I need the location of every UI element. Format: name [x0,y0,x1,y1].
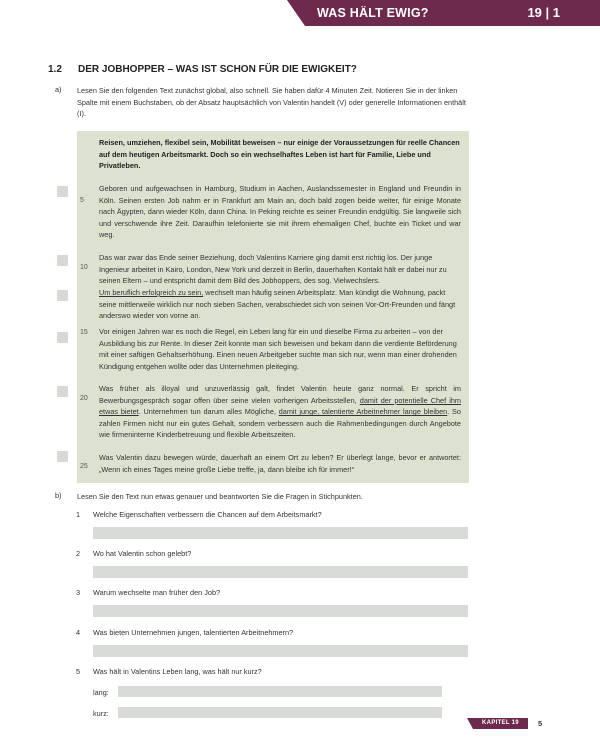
line-number: 20 [80,395,88,402]
long-label: lang: [93,688,109,697]
question-number: 1 [76,510,81,519]
question-number: 5 [76,667,81,676]
header-title: WAS HÄLT EWIG? [317,6,429,20]
text-p3-rest: wechselt man häufig seinen Arbeitsplatz. Man kündigt die Wohnung, packt seine mittlerweile wirklich nur noch sieben Sachen, verabschiedet sich von seinen Vor-Ort-Freunden und fängt anderswo wieder von vorne an. [99,288,456,321]
line-number: 15 [80,329,88,336]
answer-field[interactable] [93,645,468,657]
section-number: 1.2 [48,64,62,75]
answer-field[interactable] [93,566,468,578]
answer-field[interactable] [93,605,468,617]
paragraph-answer-box[interactable] [57,255,68,266]
text-paragraph-5 [99,383,461,441]
task-a-letter: a) [55,85,62,94]
section-title: DER JOBHOPPER – WAS IST SCHON FÜR DIE EWIGKEIT? [78,64,357,75]
task-b-instruction: Lesen Sie den Text nun etwas genauer und beantworten Sie die Fragen in Stichpunkten. [77,492,363,501]
question-text: Wo hat Valentin schon gelebt? [93,549,192,558]
paragraph-answer-box[interactable] [57,386,68,397]
task-b-letter: b) [55,491,62,500]
section-heading [48,64,357,75]
question-text: Warum wechselte man früher den Job? [93,588,221,597]
text-paragraph-6: Was Valentin dazu bewegen würde, dauerhaft an einem Ort zu leben? Er überlegt lange, bevor er antwortet: „Wenn ich eines Tages meine große Liebe treffe, ja, dann bleibe ich für immer!“ [99,453,461,474]
text-intro: Reisen, umziehen, flexibel sein, Mobilität beweisen – nur einige der Voraussetzungen für reelle Chancen auf dem heutigen Arbeitsmarkt. Doch so ein wechselhaftes Leben ist hart für Familie, Liebe und Privatleben. [99,138,460,171]
paragraph-answer-box[interactable] [57,451,68,462]
paragraph-answer-box[interactable] [57,290,68,301]
question-text: Was bieten Unternehmen jungen, talentierten Arbeitnehmern? [93,628,294,637]
question-number: 2 [76,549,81,558]
text-p5-underlined-2: damit junge, talentierte Arbeitnehmer lange bleiben [278,407,448,417]
text-paragraph-3 [99,287,461,322]
line-number: 25 [80,463,88,470]
answer-field[interactable] [93,527,468,539]
text-p5-part-a: Was früher als illoyal und unzuverlässig galt, findet Valentin heute ganz normal. Er spricht im Bewerbungsgespräch sogar offen über seine vielen vorherigen Arbeitsstellen, [99,384,461,405]
question-number: 3 [76,588,81,597]
header-banner [305,0,600,26]
chapter-tag: KAPITEL 19 [473,718,528,729]
task-a-instruction: Lesen Sie den folgenden Text zunächst global, also schnell. Sie haben dafür 4 Minuten Zeit. Notieren Sie in der linken Spalte mit einem Buchstaben, ob der Absatz hauptsächlich von Valentin handelt (V) oder generelle Informationen enthält (I). [77,86,466,118]
question-text: Was hält in Valentins Leben lang, was hält nur kurz? [93,667,262,676]
paragraph-answer-box[interactable] [57,332,68,343]
text-p5-part-c: . So zahlen Firmen nicht nur ein gutes Gehalt, sondern verbessern auch die Rahmenbedingungen durch Angebote wie firmeninterne Kinderbetreuung und flexible Arbeitszeiten. [99,407,461,440]
short-label: kurz: [93,709,109,718]
page-number: 5 [538,719,543,728]
question-number: 4 [76,628,81,637]
short-answer-field[interactable] [118,707,442,718]
line-number: 10 [80,264,88,271]
paragraph-answer-box[interactable] [57,186,68,197]
text-p3-underlined: Um beruflich erfolgreich zu sein, [99,288,204,297]
text-p5-part-b: . Unternehmen tun darum alles Mögliche, [138,407,279,417]
header-page-label: 19 | 1 [527,5,560,20]
long-answer-field[interactable] [118,686,442,697]
question-text: Welche Eigenschaften verbessern die Chancen auf dem Arbeitsmarkt? [93,510,322,519]
text-paragraph-2: Das war zwar das Ende seiner Beziehung, doch Valentins Karriere ging damit erst richtig los. Der junge Ingenieur arbeitet in Kairo, London, New York und derzeit in Berlin, dauerhaften Kontakt hält er dabei nur zu seinen Eltern – und entspricht damit dem Bild des Jobhoppers, des sog. Vielwechslers. [99,253,447,286]
line-number: 5 [80,197,84,204]
text-p5-underlined-1: damit der potentielle Chef ihm etwas bietet [99,395,461,417]
text-paragraph-4: Vor einigen Jahren war es noch die Regel, ein Leben lang für ein und dieselbe Firma zu arbeiten – von der Ausbildung bis zur Rente. In dieser Zeit konnte man sich beweisen und bekam dann die verdiente Beförderung mit einer saftigen Gehaltserhöhung. Einen neuen Arbeitgeber suchte man sich nur, wenn man einer drohenden Kündigung entgehen wollte oder das Unternehmen pleiteging. [99,327,457,371]
text-paragraph-1: Geboren und aufgewachsen in Hamburg, Studium in Aachen, Auslandssemester in England und Freundin in Köln. Seinen ersten Job nahm er in Frankfurt am Main an, doch bald zogen beide weiter, für einige Monate nach Ägypten, dann wieder Köln, dann China. In Peking reichte es seiner Freundin endgültig. Sie langweile sich und verschwende ihre Zeit. Daraufhin telefonierte sie mit ihrem ehemaligen Chef, buchte ein Ticket und war weg. [99,184,461,240]
